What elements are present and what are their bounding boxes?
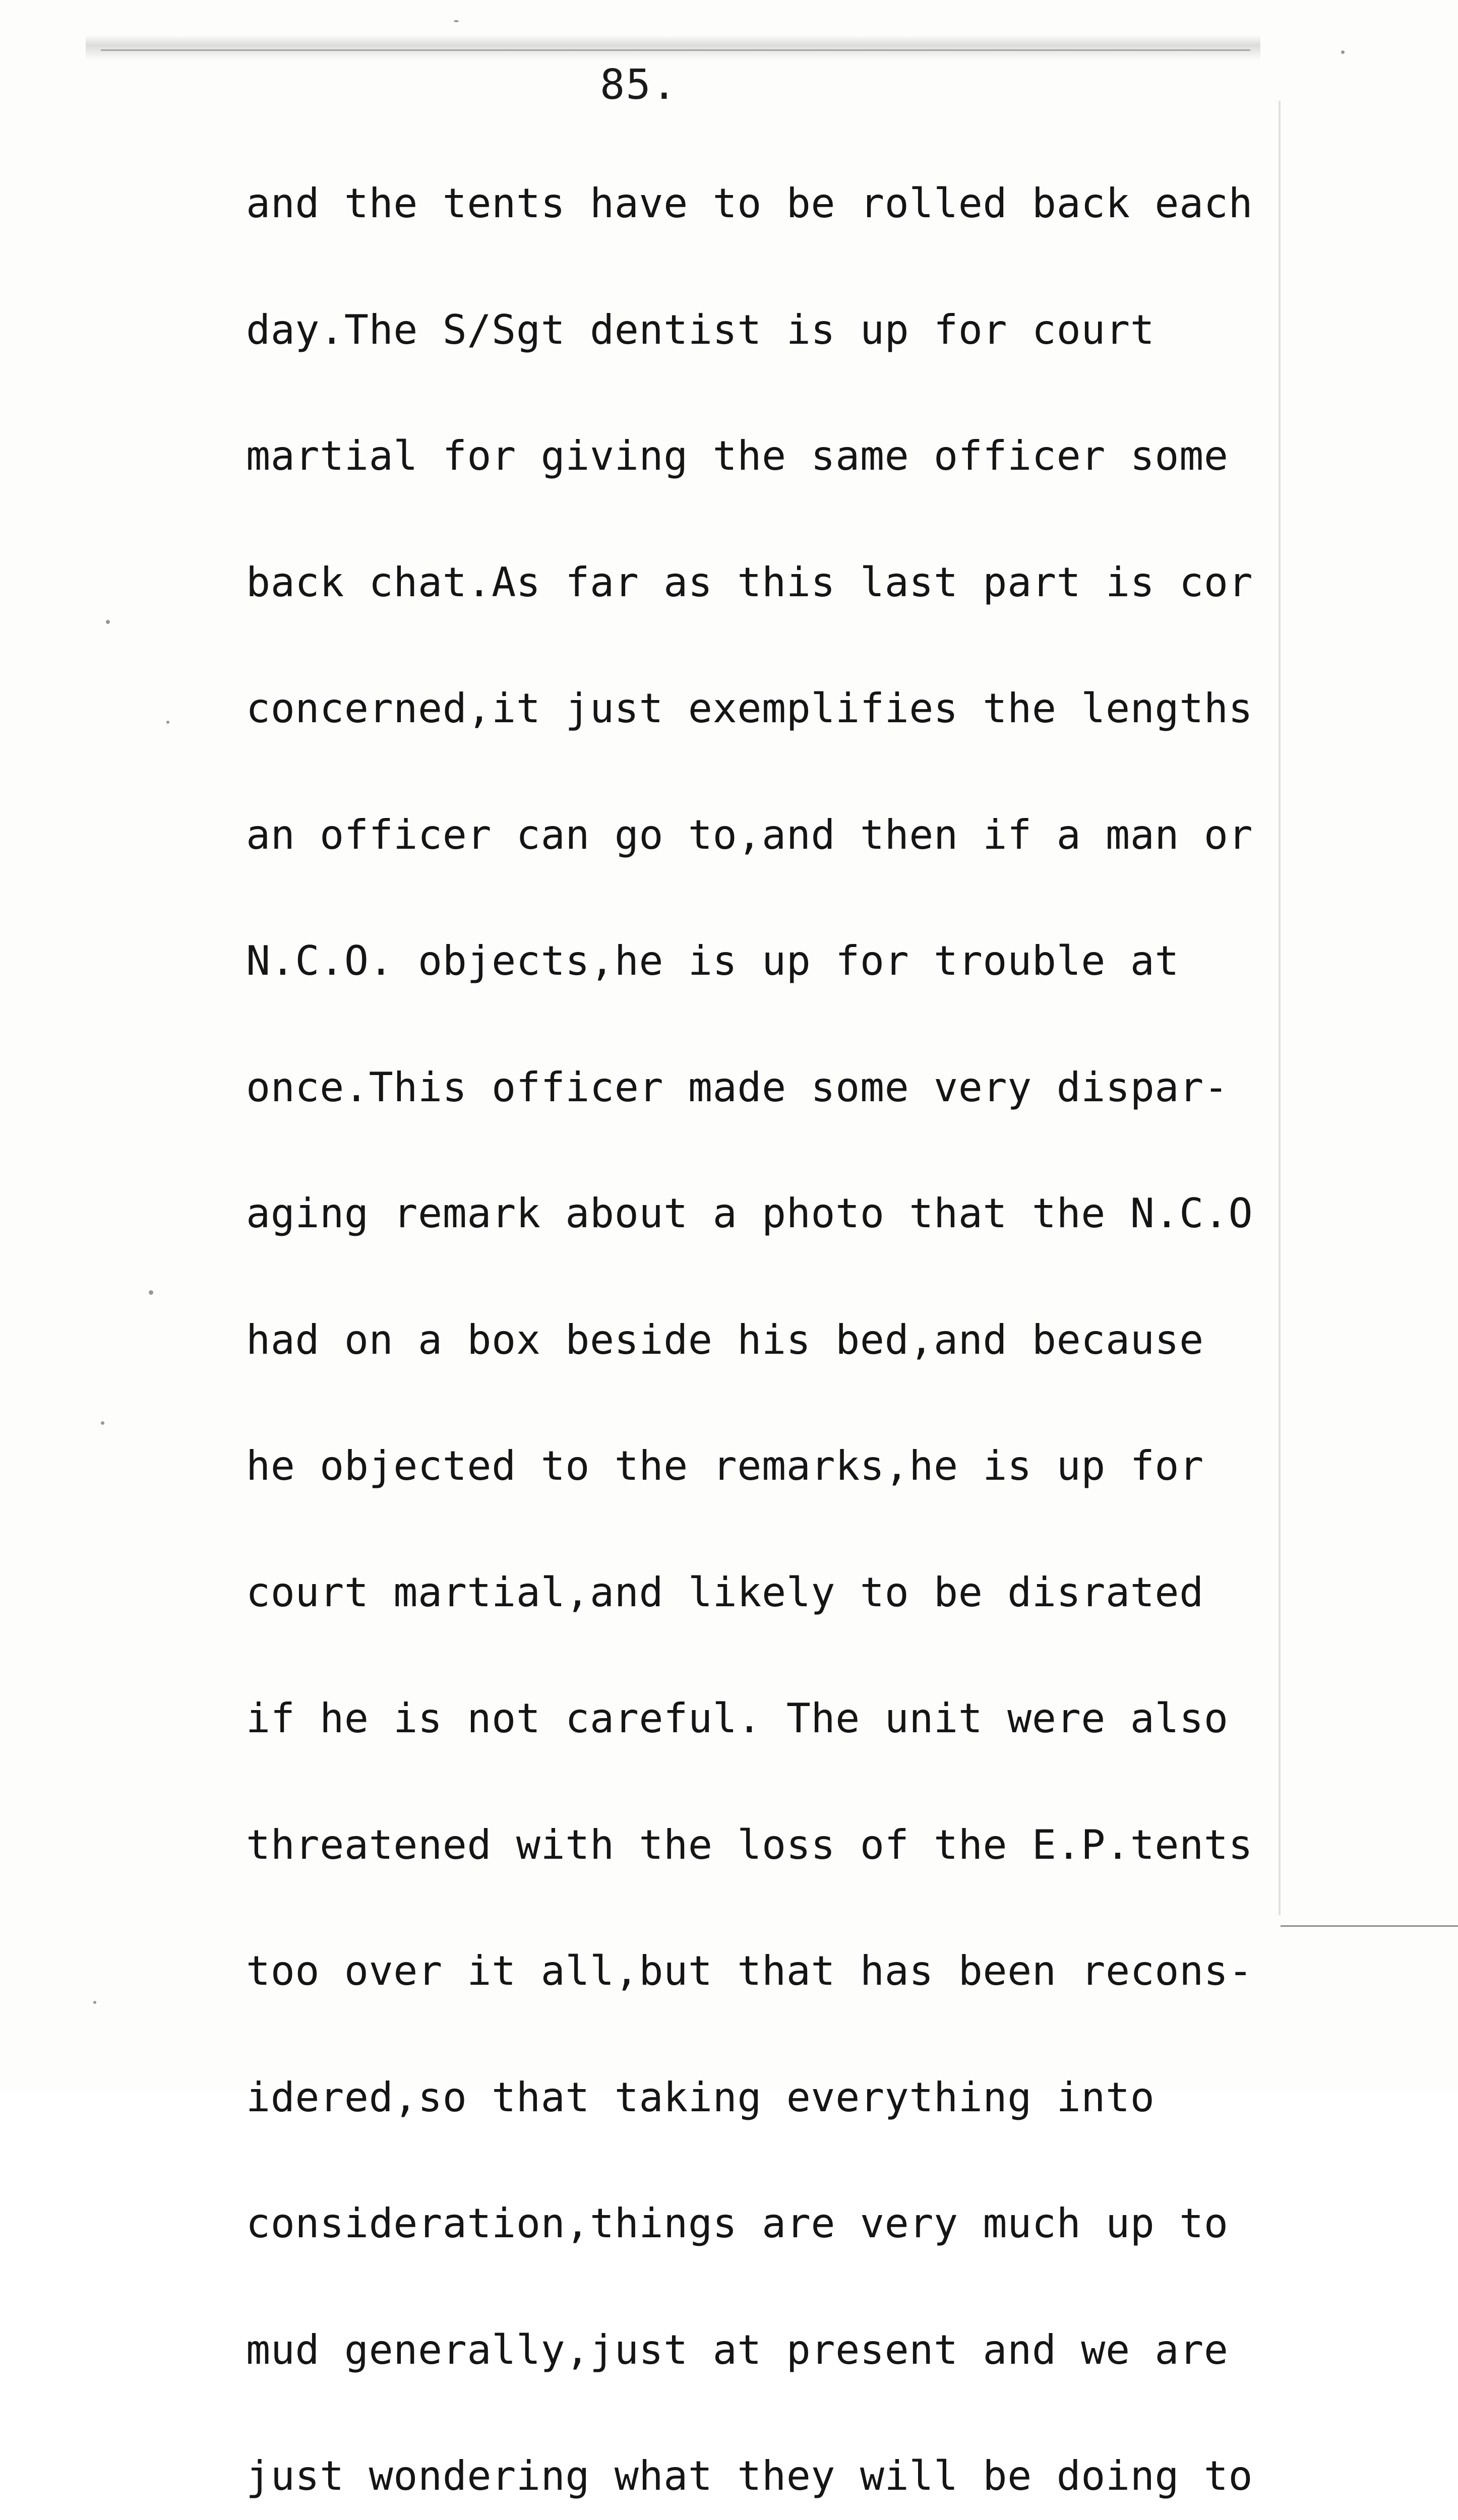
text-line: just wondering what they will be doing to <box>246 2452 1253 2499</box>
text-line: threatened with the loss of the E.P.tents <box>246 1821 1253 1868</box>
text-line: consideration,things are very much up to <box>246 2200 1229 2247</box>
scan-edge-top <box>101 49 1250 51</box>
text-line: court martial,and likely to be disrated <box>246 1568 1204 1616</box>
text-line: back chat.As far as this last part is cor <box>246 558 1253 606</box>
text-line: mud generally,just at present and we are <box>246 2326 1229 2373</box>
text-line: N.C.O. objects,he is up for trouble at <box>246 937 1180 984</box>
text-line: concerned,it just exemplifies the lengths <box>246 685 1253 732</box>
text-line: if he is not careful. The unit were also <box>246 1695 1229 1742</box>
text-line: idered,so that taking everything into <box>246 2073 1155 2121</box>
text-line: an officer can go to,and then if a man or <box>246 811 1253 858</box>
text-line: once.This officer made some very dispar- <box>246 1063 1229 1111</box>
text-line: martial for giving the same officer some <box>246 432 1229 479</box>
scan-shadow-top <box>86 35 1260 60</box>
typed-body <box>246 98 1280 2520</box>
text-line: too over it all,but that has been recons- <box>246 1947 1253 1994</box>
text-line: aging remark about a photo that the N.C.O <box>246 1190 1253 1237</box>
page-number: 85. <box>600 61 678 109</box>
text-line: he objected to the remarks,he is up for <box>246 1442 1204 1489</box>
text-line: day.The S/Sgt dentist is up for court <box>246 306 1155 353</box>
text-line: and the tents have to be rolled back each <box>246 180 1253 227</box>
text-line: had on a box beside his bed,and because <box>246 1316 1204 1363</box>
scan-edge-bottom <box>1281 1925 1458 1927</box>
